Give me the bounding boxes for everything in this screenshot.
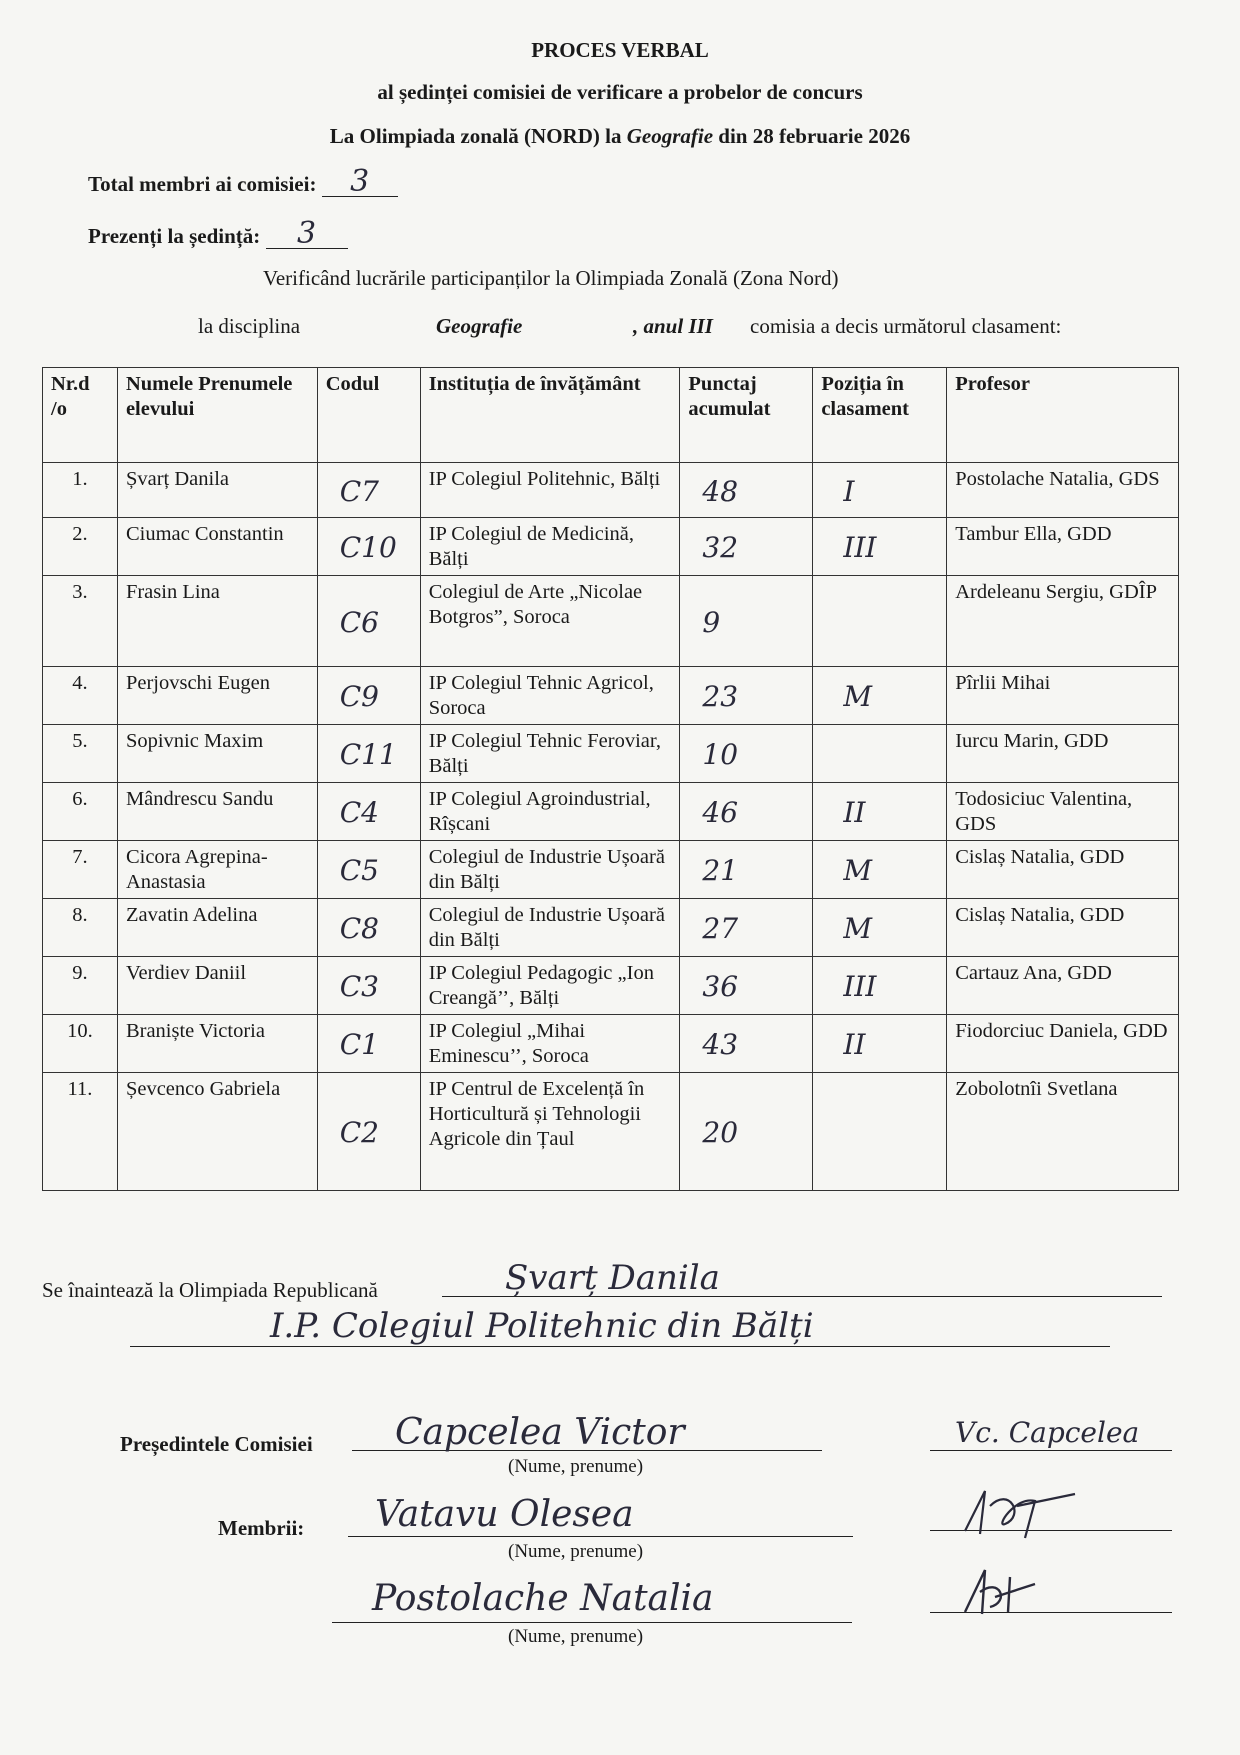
row-institution: IP Colegiul Politehnic, Bălți	[420, 463, 680, 518]
row-position: M	[813, 841, 947, 899]
col-header-institution: Instituția de învățământ	[420, 368, 680, 463]
row-institution: IP Colegiul „Mihai Eminescu’’, Soroca	[420, 1015, 680, 1073]
row-position: III	[813, 957, 947, 1015]
col-header-nr: Nr.d /o	[43, 368, 118, 463]
table-header-row	[43, 368, 1179, 463]
row-institution: Colegiul de Industrie Ușoară din Bălți	[420, 899, 680, 957]
table-row	[43, 667, 1179, 725]
event-date: din 28 februarie 2026	[718, 124, 911, 148]
row-score: 32	[680, 518, 813, 576]
row-institution: IP Centrul de Excelență în Horticultură și Tehnologii Agricole din Țaul	[420, 1073, 680, 1191]
row-name: Ciumac Constantin	[117, 518, 317, 576]
row-teacher: Fiodorciuc Daniela, GDD	[947, 1015, 1179, 1073]
row-code: C6	[317, 576, 420, 667]
members-label: Membrii:	[218, 1516, 305, 1540]
row-institution: IP Colegiul Tehnic Feroviar, Bălți	[420, 725, 680, 783]
table-row	[43, 463, 1179, 518]
event-line	[0, 124, 1240, 149]
col-header-score: Punctaj acumulat	[680, 368, 813, 463]
decision-text: comisia a decis următorul clasament:	[750, 314, 1062, 338]
discipline-label: la disciplina	[198, 314, 301, 338]
present-members-value: 3	[266, 220, 348, 249]
row-institution: IP Colegiul Tehnic Agricol, Soroca	[420, 667, 680, 725]
row-position	[813, 725, 947, 783]
row-code: C3	[317, 957, 420, 1015]
present-members-label: Prezenți la ședință:	[88, 224, 261, 248]
member2-name: Postolache Natalia	[372, 1578, 714, 1619]
table-row	[43, 841, 1179, 899]
row-name: Braniște Victoria	[117, 1015, 317, 1073]
president-label: Președintele Comisiei	[120, 1432, 313, 1456]
row-nr: 10.	[43, 1015, 118, 1073]
ranking-table	[42, 367, 1179, 1191]
row-name: Frasin Lina	[117, 576, 317, 667]
total-members-label: Total membri ai comisiei:	[88, 172, 317, 196]
discipline-value: Geografie	[436, 314, 523, 338]
row-score: 10	[680, 725, 813, 783]
row-name: Cicora Agrepina-Anastasia	[117, 841, 317, 899]
row-teacher: Todosiciuc Valentina, GDS	[947, 783, 1179, 841]
row-score: 23	[680, 667, 813, 725]
row-teacher: Tambur Ella, GDD	[947, 518, 1179, 576]
row-code: C2	[317, 1073, 420, 1191]
row-institution: IP Colegiul Agroindustrial, Rîșcani	[420, 783, 680, 841]
table-row	[43, 725, 1179, 783]
row-nr: 2.	[43, 518, 118, 576]
row-code: C7	[317, 463, 420, 518]
row-nr: 8.	[43, 899, 118, 957]
row-name: Verdiev Daniil	[117, 957, 317, 1015]
table-row	[43, 1015, 1179, 1073]
row-position: II	[813, 783, 947, 841]
row-code: C8	[317, 899, 420, 957]
row-position: II	[813, 1015, 947, 1073]
table-row	[43, 899, 1179, 957]
table-row	[43, 576, 1179, 667]
present-members-row	[88, 216, 348, 251]
discipline-line	[198, 314, 1198, 339]
row-teacher: Zobolotnîi Svetlana	[947, 1073, 1179, 1191]
row-position	[813, 1073, 947, 1191]
row-name: Sopivnic Maxim	[117, 725, 317, 783]
row-institution: Colegiul de Industrie Ușoară din Bălți	[420, 841, 680, 899]
row-nr: 1.	[43, 463, 118, 518]
table-row	[43, 957, 1179, 1015]
row-name: Șevcenco Gabriela	[117, 1073, 317, 1191]
event-subject: Geografie	[626, 124, 714, 148]
row-name: Șvarț Danila	[117, 463, 317, 518]
row-nr: 4.	[43, 667, 118, 725]
advance-label: Se înaintează la Olimpiada Republicană	[42, 1278, 378, 1302]
row-teacher: Ardeleanu Sergiu, GDÎP	[947, 576, 1179, 667]
advance-student-name: Șvarț Danila	[505, 1258, 720, 1298]
row-code: C10	[317, 518, 420, 576]
total-members-value: 3	[322, 168, 398, 197]
president-signature: Vc. Capcelea	[955, 1416, 1140, 1449]
advance-institution-name: I.P. Colegiul Politehnic din Bălți	[270, 1306, 814, 1346]
document-title: PROCES VERBAL	[531, 38, 709, 62]
row-teacher: Cislaș Natalia, GDD	[947, 841, 1179, 899]
row-nr: 9.	[43, 957, 118, 1015]
row-teacher: Postolache Natalia, GDS	[947, 463, 1179, 518]
row-nr: 5.	[43, 725, 118, 783]
row-nr: 11.	[43, 1073, 118, 1191]
row-teacher: Cislaș Natalia, GDD	[947, 899, 1179, 957]
member1-caption: (Nume, prenume)	[508, 1541, 644, 1562]
row-position: I	[813, 463, 947, 518]
row-nr: 6.	[43, 783, 118, 841]
row-code: C9	[317, 667, 420, 725]
row-nr: 7.	[43, 841, 118, 899]
row-nr: 3.	[43, 576, 118, 667]
president-caption: (Nume, prenume)	[508, 1456, 644, 1477]
col-header-position: Poziția în clasament	[813, 368, 947, 463]
document-subtitle: al ședinței comisiei de verificare a probelor de concurs	[377, 80, 863, 104]
col-header-teacher: Profesor	[947, 368, 1179, 463]
member2-name-line	[332, 1622, 852, 1623]
row-position	[813, 576, 947, 667]
row-score: 9	[680, 576, 813, 667]
event-prefix: La Olimpiada zonală (NORD) la	[329, 124, 622, 148]
row-score: 27	[680, 899, 813, 957]
row-code: C4	[317, 783, 420, 841]
row-institution: Colegiul de Arte „Nicolae Botgros”, Soroca	[420, 576, 680, 667]
total-members-row	[88, 164, 398, 199]
president-signature-line	[930, 1450, 1172, 1451]
table-row	[43, 518, 1179, 576]
member1-name-line	[348, 1536, 853, 1537]
row-position: III	[813, 518, 947, 576]
row-score: 21	[680, 841, 813, 899]
row-code: C1	[317, 1015, 420, 1073]
row-score: 48	[680, 463, 813, 518]
member2-signature	[950, 1562, 1060, 1622]
year-label: , anul III	[633, 314, 713, 338]
row-institution: IP Colegiul Pedagogic „Ion Creangă’’, Bălți	[420, 957, 680, 1015]
row-name: Mândrescu Sandu	[117, 783, 317, 841]
col-header-name: Numele Prenumele elevului	[117, 368, 317, 463]
president-name: Capcelea Victor	[395, 1412, 685, 1453]
table-row	[43, 1073, 1179, 1191]
row-score: 36	[680, 957, 813, 1015]
table-row	[43, 783, 1179, 841]
row-name: Zavatin Adelina	[117, 899, 317, 957]
row-score: 46	[680, 783, 813, 841]
member2-caption: (Nume, prenume)	[508, 1626, 644, 1647]
intro-line: Verificând lucrările participanților la Olimpiada Zonală (Zona Nord)	[263, 266, 839, 290]
member1-signature	[955, 1476, 1105, 1546]
row-code: C5	[317, 841, 420, 899]
row-position: M	[813, 667, 947, 725]
row-teacher: Pîrlii Mihai	[947, 667, 1179, 725]
row-name: Perjovschi Eugen	[117, 667, 317, 725]
row-code: C11	[317, 725, 420, 783]
row-position: M	[813, 899, 947, 957]
member1-name: Vatavu Olesea	[375, 1494, 634, 1535]
row-score: 43	[680, 1015, 813, 1073]
row-institution: IP Colegiul de Medicină, Bălți	[420, 518, 680, 576]
col-header-code: Codul	[317, 368, 420, 463]
row-teacher: Cartauz Ana, GDD	[947, 957, 1179, 1015]
advance-institution-line	[130, 1346, 1110, 1347]
row-score: 20	[680, 1073, 813, 1191]
row-teacher: Iurcu Marin, GDD	[947, 725, 1179, 783]
